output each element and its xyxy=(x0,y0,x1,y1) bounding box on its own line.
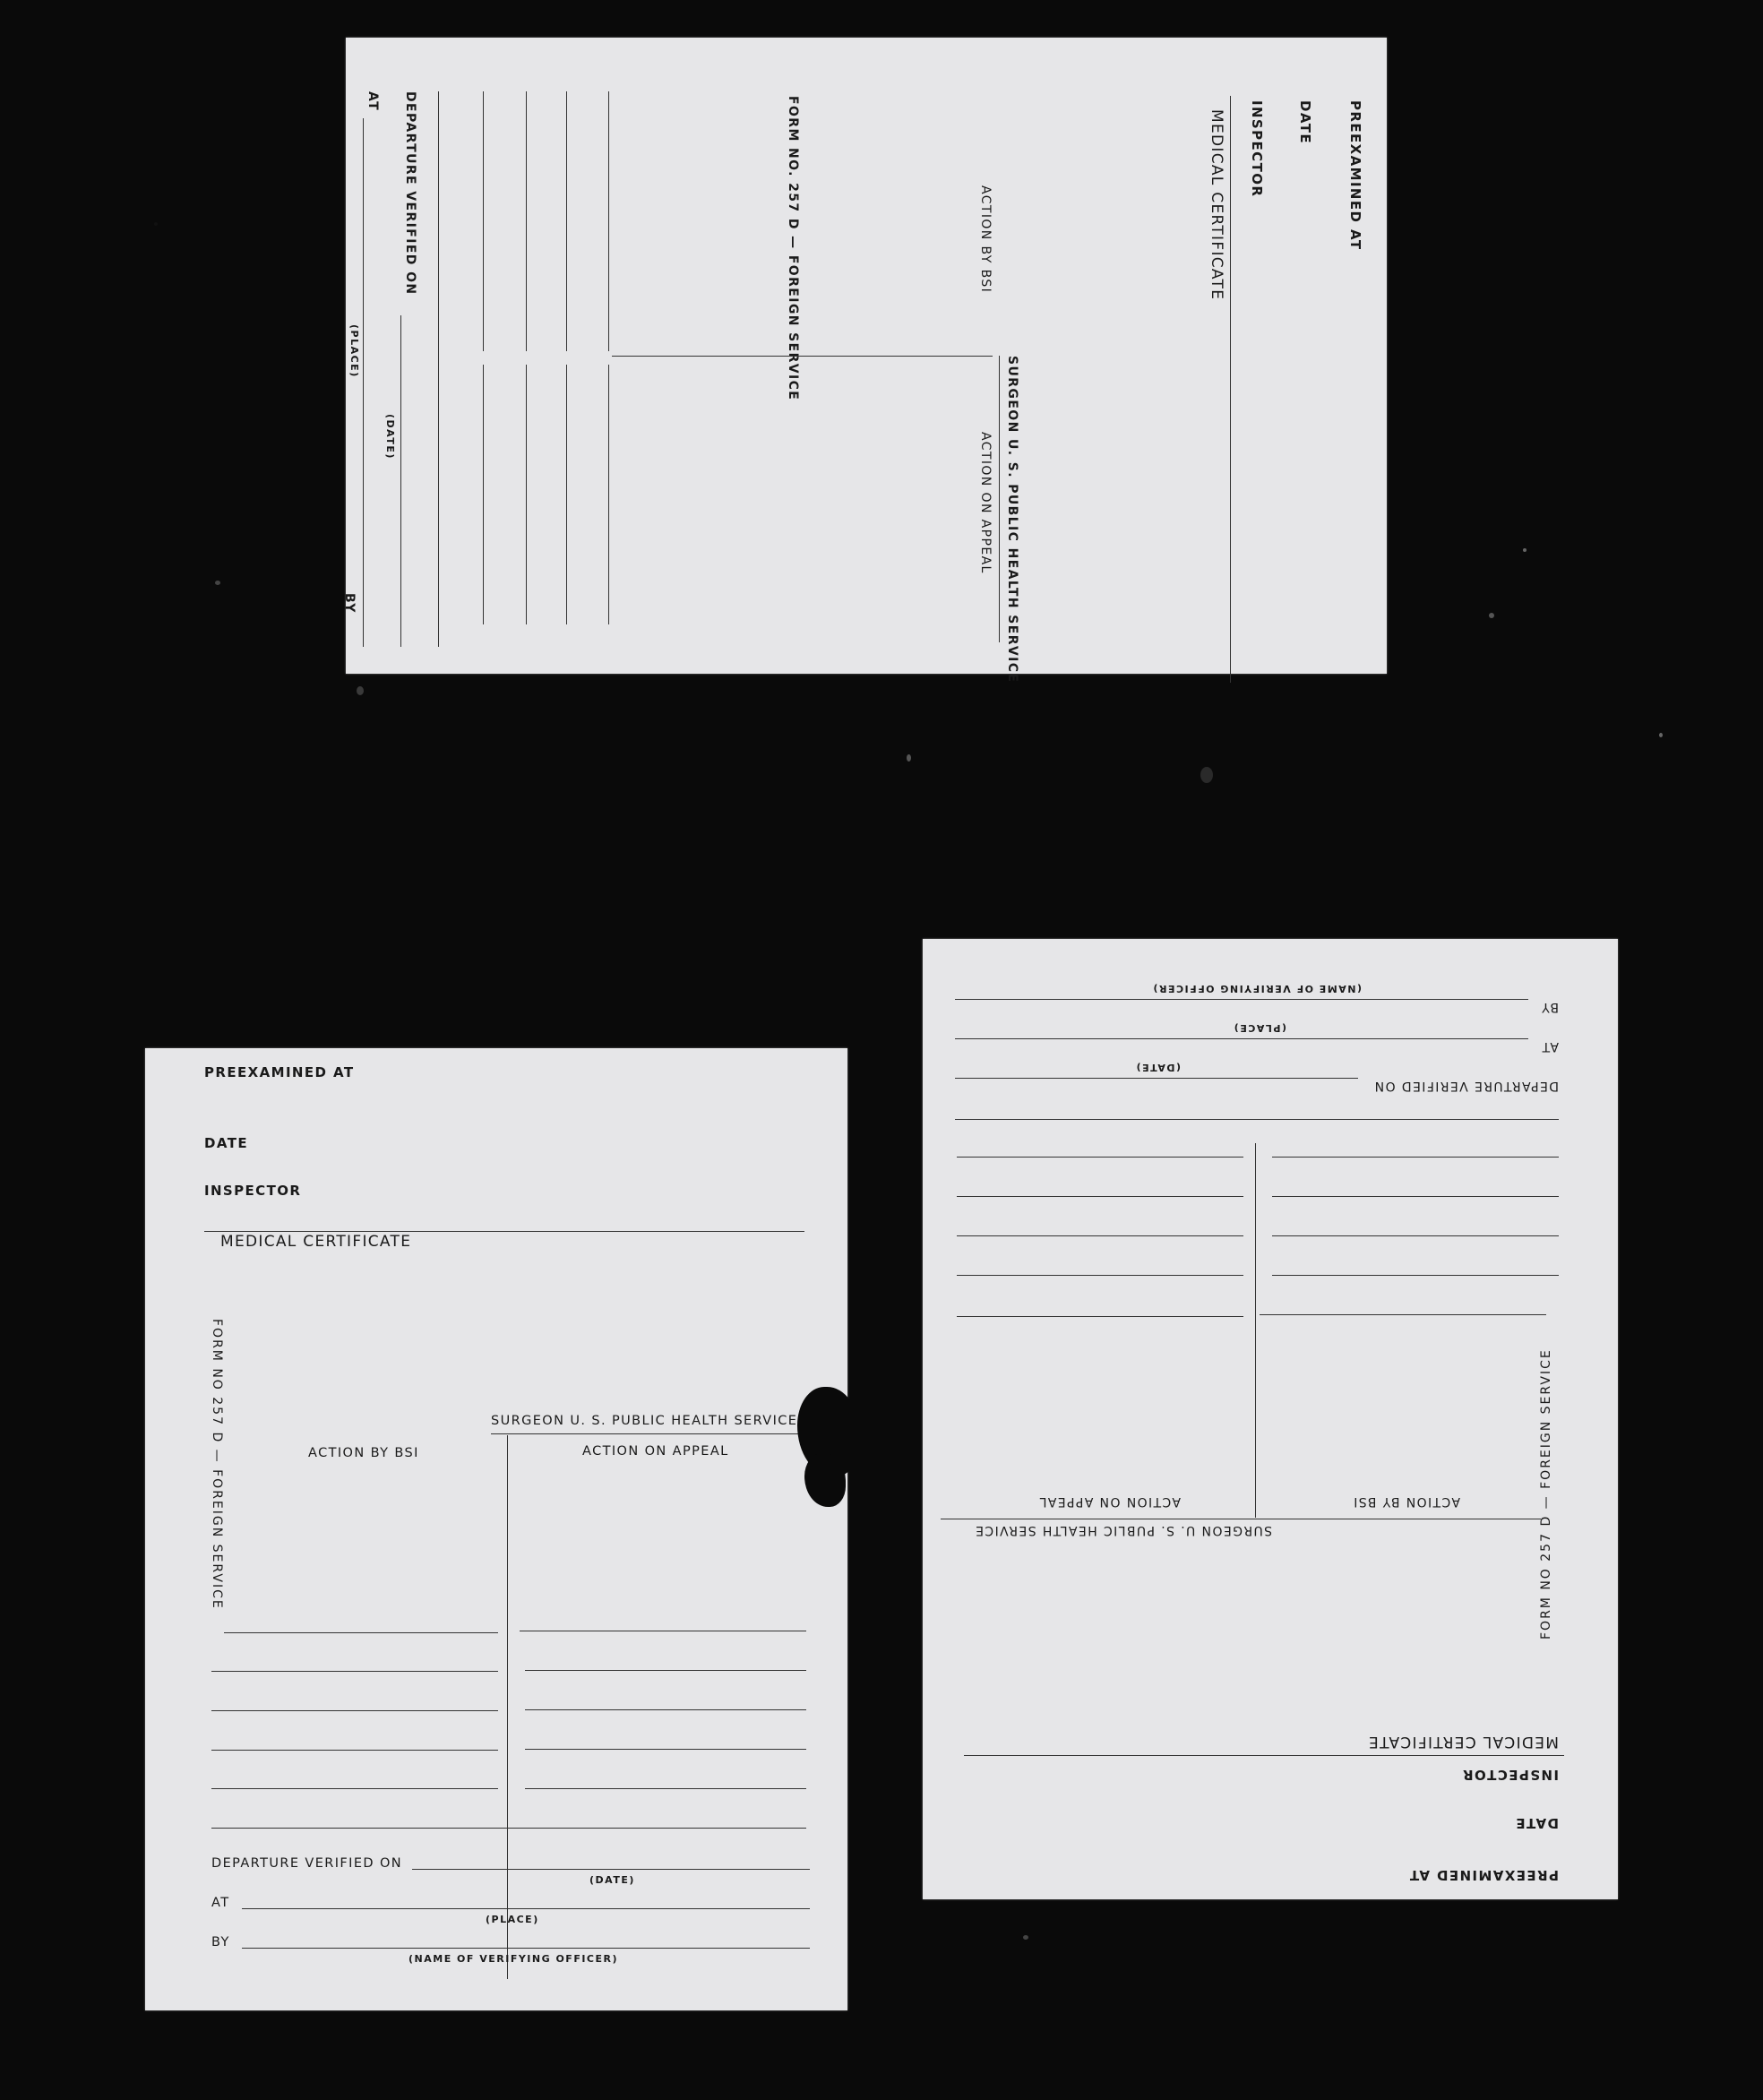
action-bsi-label: ACTION BY BSI xyxy=(308,1446,419,1460)
bsi-line-3 xyxy=(211,1710,498,1711)
by-label: BY xyxy=(1540,1000,1559,1014)
at-label: AT xyxy=(1541,1039,1559,1054)
appeal-line-2 xyxy=(566,365,567,624)
appeal-line-1 xyxy=(957,1316,1243,1317)
preexamined-label: PREEXAMINED AT xyxy=(1408,1867,1559,1883)
action-divider xyxy=(507,1435,508,1979)
appeal-line-2 xyxy=(525,1670,806,1671)
departure-line xyxy=(400,315,401,647)
inspector-label: INSPECTOR xyxy=(1249,100,1265,198)
appeal-line-2 xyxy=(957,1275,1243,1276)
appeal-line-5 xyxy=(957,1157,1243,1158)
at-line xyxy=(955,1038,1528,1039)
at-label: AT xyxy=(366,91,380,112)
date-label: DATE xyxy=(1297,100,1313,144)
bsi-line-5 xyxy=(211,1788,498,1789)
surgeon-label: SURGEON U. S. PUBLIC HEALTH SERVICE xyxy=(491,1414,798,1428)
preexamined-label: PREEXAMINED AT xyxy=(204,1064,355,1080)
surgeon-line xyxy=(999,356,1000,642)
bsi-line-1 xyxy=(608,91,609,351)
action-appeal-label: ACTION ON APPEAL xyxy=(978,432,993,574)
action-divider xyxy=(612,356,993,357)
film-speck xyxy=(154,222,158,226)
date-caption: (DATE) xyxy=(384,414,396,460)
film-speck xyxy=(1200,767,1213,783)
action-bsi-label: ACTION BY BSI xyxy=(978,185,993,294)
inspector-line xyxy=(964,1755,1564,1756)
date-caption: (DATE) xyxy=(589,1874,635,1886)
date-label: DATE xyxy=(204,1135,248,1151)
bsi-line-3 xyxy=(1272,1235,1559,1236)
film-speck xyxy=(1489,613,1494,618)
appeal-line-5 xyxy=(525,1788,806,1789)
bsi-line-1 xyxy=(224,1632,498,1633)
date-caption: (DATE) xyxy=(1135,1062,1181,1073)
at-line xyxy=(242,1908,810,1909)
certificate-title: MEDICAL CERTIFICATE xyxy=(220,1233,412,1251)
surgeon-line xyxy=(491,1433,813,1434)
place-caption: (PLACE) xyxy=(486,1914,539,1925)
surgeon-label: SURGEON U. S. PUBLIC HEALTH SERVICE xyxy=(1005,356,1019,684)
bsi-line-4 xyxy=(211,1750,498,1751)
action-appeal-label: ACTION ON APPEAL xyxy=(1038,1494,1181,1509)
bsi-line-2 xyxy=(566,91,567,351)
place-caption: (PLACE) xyxy=(348,324,360,378)
film-speck xyxy=(1523,548,1526,552)
film-speck xyxy=(1659,733,1663,737)
appeal-line-4 xyxy=(483,365,484,624)
officer-caption: (NAME OF VERIFYING OFFICER) xyxy=(408,1953,619,1965)
film-speck xyxy=(907,754,911,762)
preexamined-label: PREEXAMINED AT xyxy=(1347,100,1363,251)
action-divider xyxy=(1255,1143,1256,1518)
bsi-line-1 xyxy=(1260,1314,1546,1315)
date-label: DATE xyxy=(1515,1815,1559,1831)
medical-certificate-card-upright xyxy=(145,1048,847,2010)
film-speck xyxy=(215,581,220,585)
action-bsi-label: ACTION BY BSI xyxy=(1352,1494,1460,1509)
appeal-line-1 xyxy=(608,365,609,624)
film-speck xyxy=(1023,1935,1028,1940)
action-appeal-label: ACTION ON APPEAL xyxy=(582,1444,729,1459)
by-line xyxy=(955,999,1528,1000)
by-line xyxy=(242,1948,810,1949)
certificate-title: MEDICAL CERTIFICATE xyxy=(1208,109,1226,301)
inspector-label: INSPECTOR xyxy=(204,1183,302,1199)
by-label: BY xyxy=(211,1935,230,1949)
form-number: FORM NO. 257 D — FOREIGN SERVICE xyxy=(786,96,800,401)
departure-label: DEPARTURE VERIFIED ON xyxy=(1373,1079,1559,1093)
film-speck xyxy=(357,686,364,695)
action-bottom-line xyxy=(955,1119,1559,1120)
form-number: FORM NO 257 D — FOREIGN SERVICE xyxy=(210,1319,224,1610)
medical-certificate-card-inverted xyxy=(923,939,1618,1899)
inspector-line xyxy=(204,1231,804,1232)
appeal-line-3 xyxy=(526,365,527,624)
inspector-line xyxy=(1230,96,1231,683)
bsi-line-2 xyxy=(211,1671,498,1672)
form-number: FORM NO 257 D — FOREIGN SERVICE xyxy=(1539,1348,1553,1640)
appeal-line-4 xyxy=(957,1196,1243,1197)
appeal-line-4 xyxy=(525,1749,806,1750)
bsi-line-5 xyxy=(1272,1157,1559,1158)
at-line xyxy=(363,118,364,647)
departure-label: DEPARTURE VERIFIED ON xyxy=(211,1856,403,1871)
medical-certificate-card-rotated xyxy=(342,38,1387,684)
bsi-line-3 xyxy=(526,91,527,351)
appeal-line-3 xyxy=(957,1235,1243,1236)
place-caption: (PLACE) xyxy=(1233,1022,1286,1034)
surgeon-label: SURGEON U. S. PUBLIC HEALTH SERVICE xyxy=(974,1523,1272,1537)
appeal-line-3 xyxy=(525,1709,806,1710)
inspector-label: INSPECTOR xyxy=(1461,1767,1559,1783)
at-label: AT xyxy=(211,1896,230,1910)
departure-label: DEPARTURE VERIFIED ON xyxy=(403,91,417,296)
bsi-line-4 xyxy=(483,91,484,351)
officer-caption: (NAME OF VERIFYING OFFICER) xyxy=(1151,983,1362,994)
certificate-title: MEDICAL CERTIFICATE xyxy=(1367,1733,1559,1751)
bsi-line-2 xyxy=(1272,1275,1559,1276)
bsi-line-4 xyxy=(1272,1196,1559,1197)
action-bottom-line xyxy=(211,1828,806,1829)
departure-line xyxy=(412,1869,810,1870)
departure-line xyxy=(955,1078,1358,1079)
by-label: BY xyxy=(342,593,357,614)
action-bottom-line xyxy=(438,91,439,647)
